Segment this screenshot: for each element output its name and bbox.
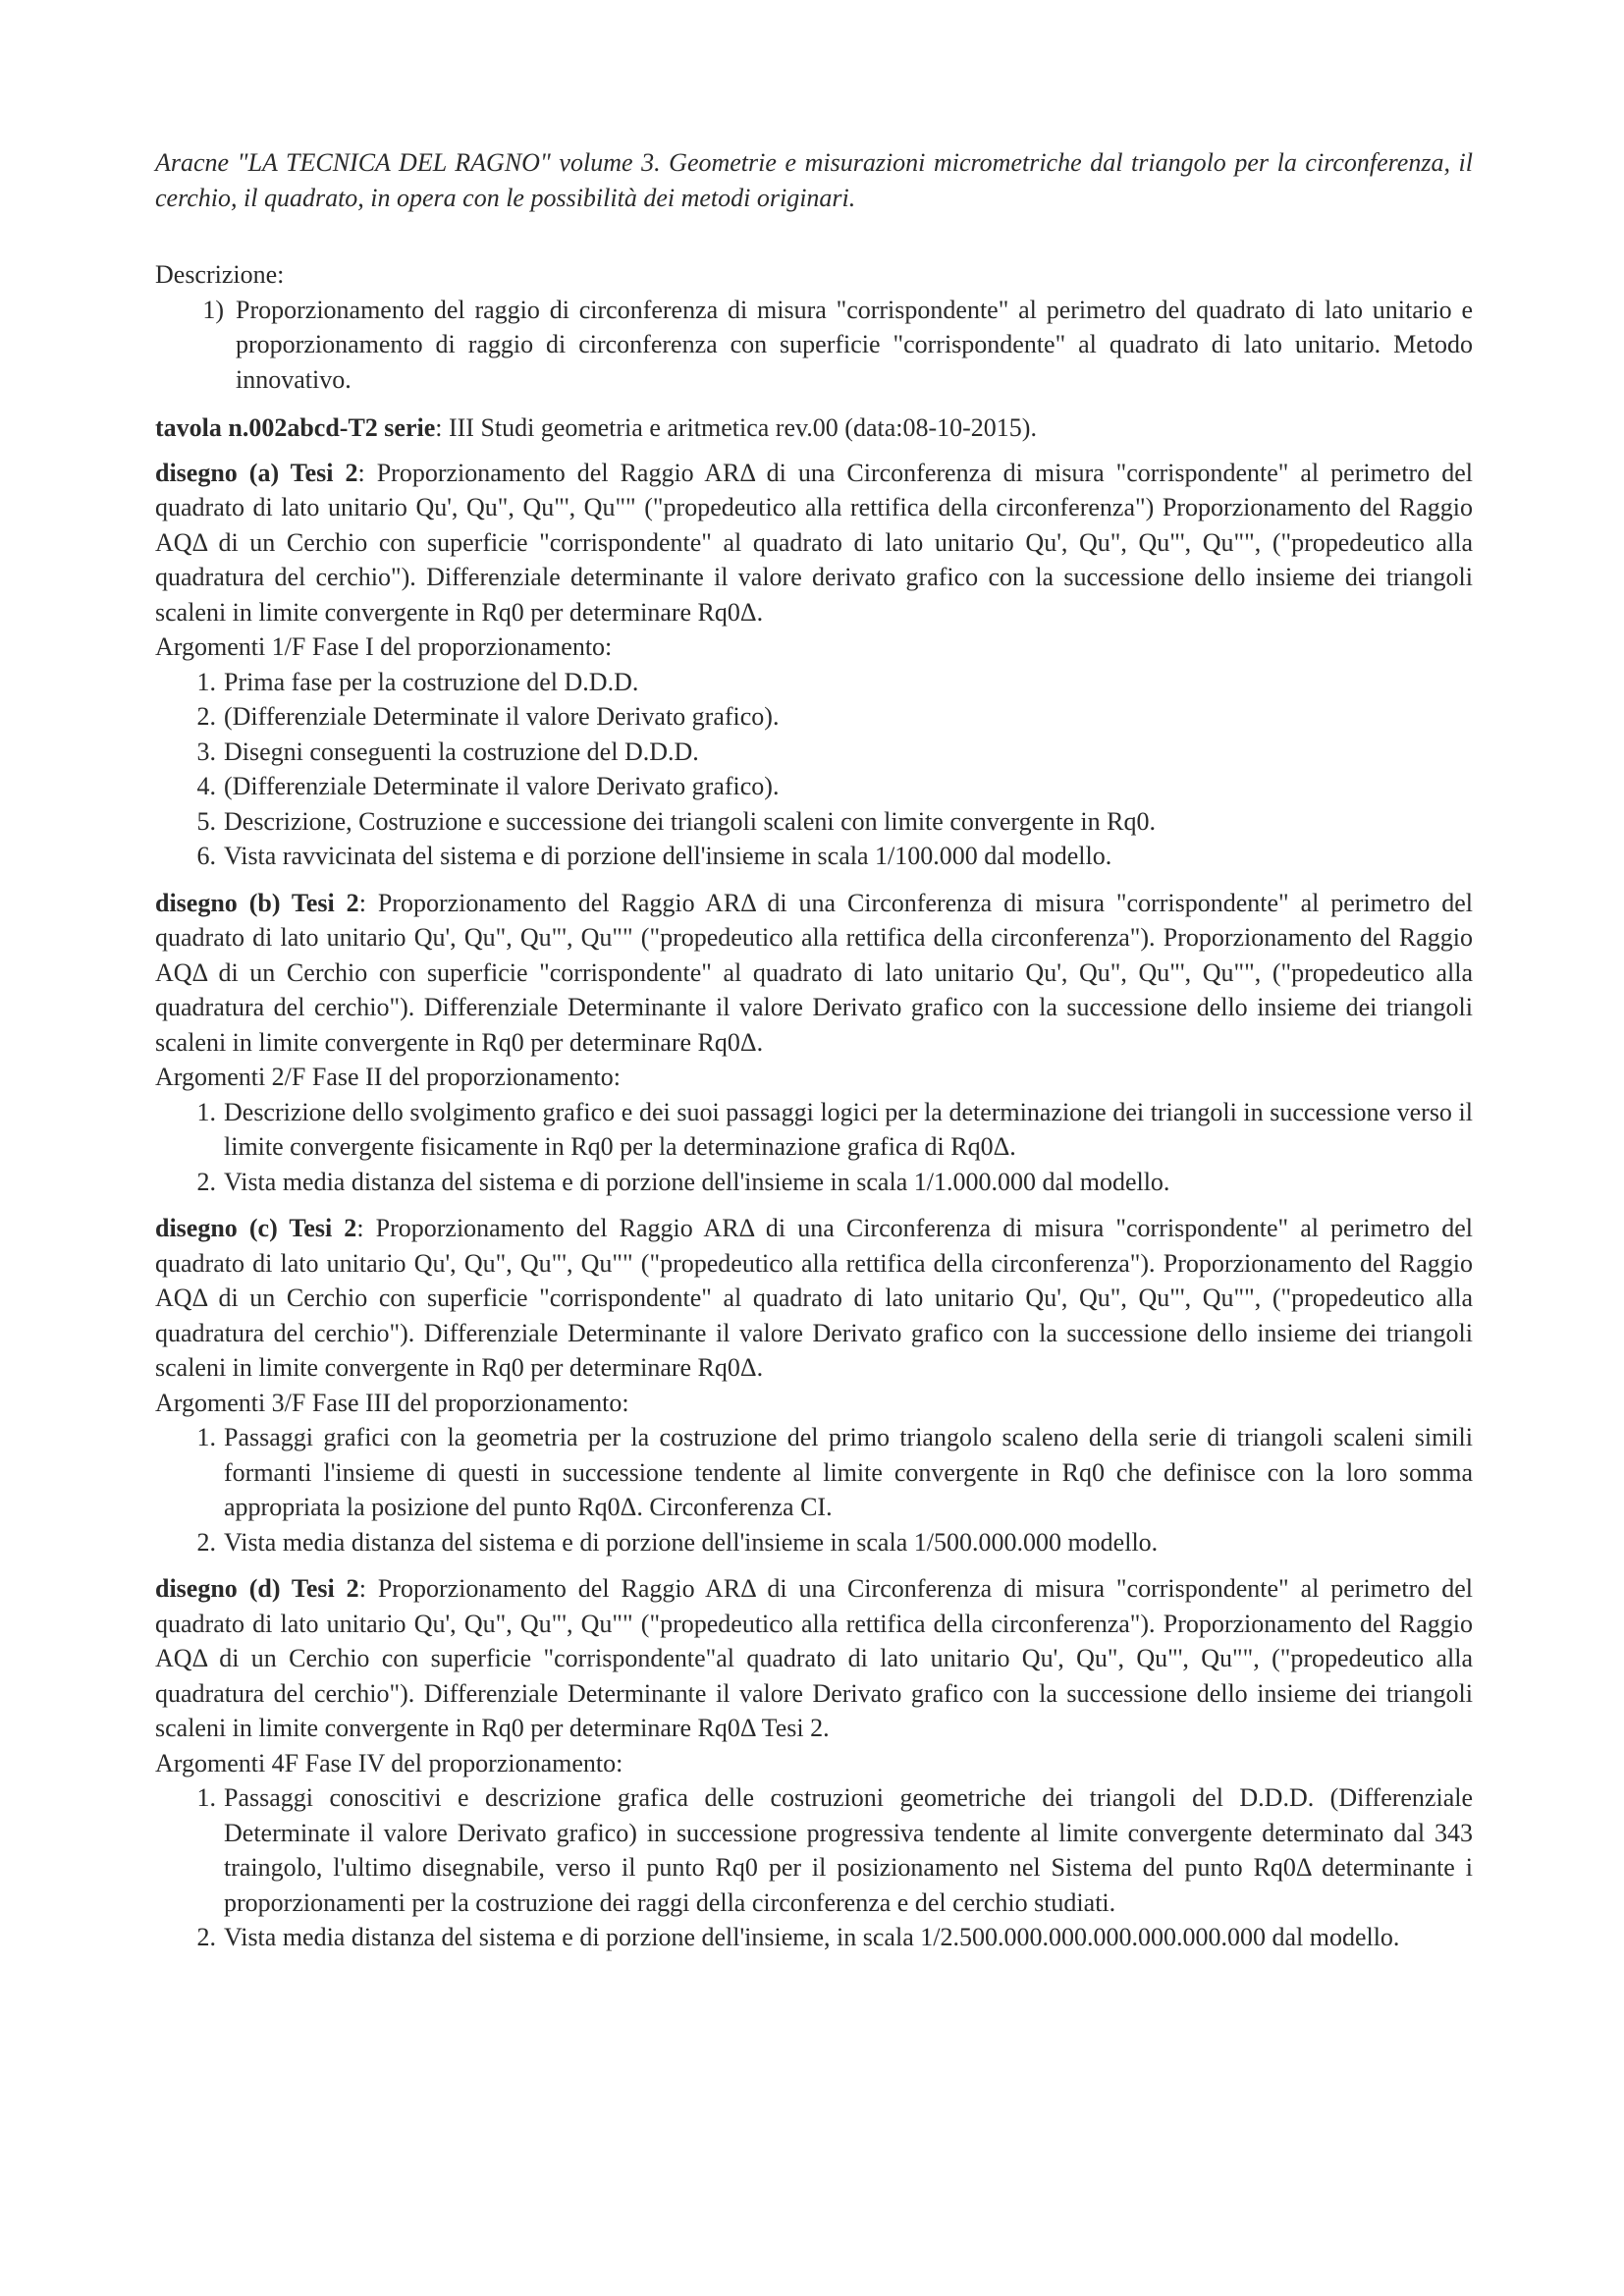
list-item: [155, 804, 1473, 840]
section-label: disegno (a) Tesi 2: [155, 458, 358, 487]
section-disegno-a: [155, 456, 1473, 874]
description-item-number: 1): [202, 295, 224, 324]
section-items: [155, 665, 1473, 874]
list-item: [155, 1920, 1473, 1955]
list-item-number: 6.: [196, 842, 216, 870]
list-item-number: 2.: [196, 1167, 216, 1196]
section-argomenti: Argomenti 3/F Fase III del proporzionamento:: [155, 1388, 629, 1417]
list-item-number: 2.: [196, 1923, 216, 1951]
list-item-text: (Differenziale Determinate il valore Derivato grafico).: [224, 702, 780, 731]
list-item-text: Prima fase per la costruzione del D.D.D.: [224, 667, 639, 696]
list-item: [155, 699, 1473, 735]
section-text: : Proporzionamento del Raggio ARΔ di una Circonferenza di misura "corrispondente" al perimetro del quadrato di lato unitario Qu', Qu", Qu"', Qu"" ("propedeutico alla rettifica della circonferenza"). Proporzionamento del Raggio AQΔ di un Cerchio con superficie "corrispondente" al quadrato di lato unitario Qu', Qu", Qu"', Qu"", ("propedeutico alla quadratura del cerchio"). Differenziale Determinante il valore Derivato grafico con la successione dello insieme dei triangoli scaleni in limite convergente in Rq0 per determinare Rq0Δ.: [155, 888, 1473, 1057]
tavola-line: [155, 410, 1473, 446]
description-item-text: Proporzionamento del raggio di circonferenza di misura "corrispondente" al perimetro del quadrato di lato unitario e proporzionamento di raggio di circonferenza con superficie "corrispondente" al quadrato di lato unitario. Metodo innovativo.: [236, 295, 1473, 394]
list-item: [155, 735, 1473, 770]
list-item-text: Descrizione dello svolgimento grafico e dei suoi passaggi logici per la determinazione dei triangoli in successione verso il limite convergente fisicamente in Rq0 per la determinazione grafica di Rq0Δ.: [224, 1097, 1473, 1161]
section-items: [155, 1420, 1473, 1559]
list-item-text: Vista media distanza del sistema e di porzione dell'insieme in scala 1/1.000.000 dal modello.: [224, 1167, 1170, 1196]
list-item: [155, 1165, 1473, 1200]
section-paragraph: [155, 1211, 1473, 1386]
section-paragraph: [155, 456, 1473, 630]
section-items: [155, 1095, 1473, 1200]
list-item: [155, 665, 1473, 700]
list-item: [155, 1780, 1473, 1920]
list-item-number: 1.: [196, 1783, 216, 1812]
list-item: [155, 1525, 1473, 1560]
tavola-text: : III Studi geometria e aritmetica rev.00 (data:08-10-2015).: [435, 413, 1037, 442]
list-item: [155, 1420, 1473, 1525]
list-item-number: 2.: [196, 702, 216, 731]
list-item-text: Disegni conseguenti la costruzione del D.D.D.: [224, 737, 699, 766]
list-item-text: (Differenziale Determinate il valore Derivato grafico).: [224, 772, 780, 800]
list-item-number: 1.: [196, 667, 216, 696]
section-paragraph: [155, 886, 1473, 1061]
section-label: disegno (c) Tesi 2: [155, 1214, 357, 1242]
section-text: : Proporzionamento del Raggio ARΔ di una Circonferenza di misura "corrispondente" al perimetro del quadrato di lato unitario Qu', Qu", Qu"', Qu"" ("propedeutico alla rettifica della circonferenza"). Proporzionamento del Raggio AQΔ di un Cerchio con superficie "corrispondente" al quadrato di lato unitario Qu', Qu", Qu"', Qu"", ("propedeutico alla quadratura del cerchio"). Differenziale Determinante il valore Derivato grafico con la successione dello insieme dei triangoli scaleni in limite convergente in Rq0 per determinare Rq0Δ.: [155, 1214, 1473, 1382]
list-item: [155, 839, 1473, 874]
document-page: [155, 145, 1473, 1967]
description-item: [155, 293, 1473, 398]
section-paragraph: [155, 1571, 1473, 1746]
section-label: disegno (b) Tesi 2: [155, 888, 359, 917]
list-item-text: Passaggi grafici con la geometria per la costruzione del primo triangolo scaleno della serie di triangoli scaleni simili formanti l'insieme di questi in successione tendente al limite convergente in Rq0 che definisce con la loro somma appropriata la posizione del punto Rq0Δ. Circonferenza CI.: [224, 1423, 1473, 1521]
description-heading: Descrizione:: [155, 260, 285, 289]
tavola-label: tavola n.002abcd-T2 serie: [155, 413, 436, 442]
section-argomenti: Argomenti 1/F Fase I del proporzionamento:: [155, 632, 613, 661]
section-disegno-d: [155, 1571, 1473, 1955]
section-text: : Proporzionamento del Raggio ARΔ di una Circonferenza di misura "corrispondente" al perimetro del quadrato di lato unitario Qu', Qu", Qu"', Qu"" ("propedeutico alla rettifica della circonferenza") Proporzionamento del Raggio AQΔ di un Cerchio con superficie "corrispondente" al quadrato di lato unitario Qu', Qu", Qu"', Qu"", ("propedeutico alla quadratura del cerchio"). Differenziale determinante il valore derivato grafico con la successione dello insieme dei triangoli scaleni in limite convergente in Rq0 per determinare Rq0Δ.: [155, 458, 1473, 627]
list-item-number: 2.: [196, 1527, 216, 1557]
list-item: [155, 769, 1473, 804]
list-item-text: Passaggi conoscitivi e descrizione grafica delle costruzioni geometriche dei triangoli del D.D.D. (Differenziale Determinate il valore Derivato grafico) in successione progressiva tendente al limite convergente determinato dal 343 traingolo, l'ultimo disegnabile, verso il punto Rq0 per il posizionamento nel Sistema del punto Rq0Δ determinante i proporzionamenti per la costruzione dei raggi della circonferenza e del cerchio studiati.: [224, 1783, 1473, 1917]
section-argomenti: Argomenti 2/F Fase II del proporzionamento:: [155, 1063, 621, 1091]
list-item-number: 5.: [196, 806, 216, 836]
section-argomenti: Argomenti 4F Fase IV del proporzionamento:: [155, 1748, 623, 1777]
section-items: [155, 1780, 1473, 1955]
document-intro: Aracne "LA TECNICA DEL RAGNO" volume 3. Geometrie e misurazioni micrometriche dal triangolo per la circonferenza, il cerchio, il quadrato, in opera con le possibilità dei metodi originari.: [155, 148, 1473, 212]
list-item-number: 1.: [196, 1423, 216, 1451]
section-disegno-c: [155, 1211, 1473, 1559]
list-item-number: 4.: [196, 772, 216, 800]
list-item-text: Descrizione, Costruzione e successione dei triangoli scaleni con limite convergente in Rq0.: [224, 806, 1156, 836]
list-item-number: 3.: [196, 737, 216, 766]
section-text: : Proporzionamento del Raggio ARΔ di una Circonferenza di misura "corrispondente" al perimetro del quadrato di lato unitario Qu', Qu", Qu"', Qu"" ("propedeutico alla rettifica della circonferenza"). Proporzionamento del Raggio AQΔ di un Cerchio con superficie "corrispondente"al quadrato di lato unitario Qu', Qu", Qu"', Qu"", ("propedeutico alla quadratura del cerchio"). Differenziale Determinante il valore Derivato grafico con la successione dello insieme dei triangoli scaleni in limite convergente in Rq0 per determinare Rq0Δ Tesi 2.: [155, 1574, 1473, 1742]
section-label: disegno (d) Tesi 2: [155, 1574, 359, 1603]
section-disegno-b: [155, 886, 1473, 1200]
description-list: [155, 293, 1473, 398]
list-item-text: Vista media distanza del sistema e di porzione dell'insieme, in scala 1/2.500.000.000.000.000.000.000 dal modello.: [224, 1923, 1400, 1951]
list-item-text: Vista media distanza del sistema e di porzione dell'insieme in scala 1/500.000.000 modello.: [224, 1527, 1159, 1557]
list-item: [155, 1095, 1473, 1165]
list-item-text: Vista ravvicinata del sistema e di porzione dell'insieme in scala 1/100.000 dal modello.: [224, 842, 1112, 870]
list-item-number: 1.: [196, 1097, 216, 1126]
